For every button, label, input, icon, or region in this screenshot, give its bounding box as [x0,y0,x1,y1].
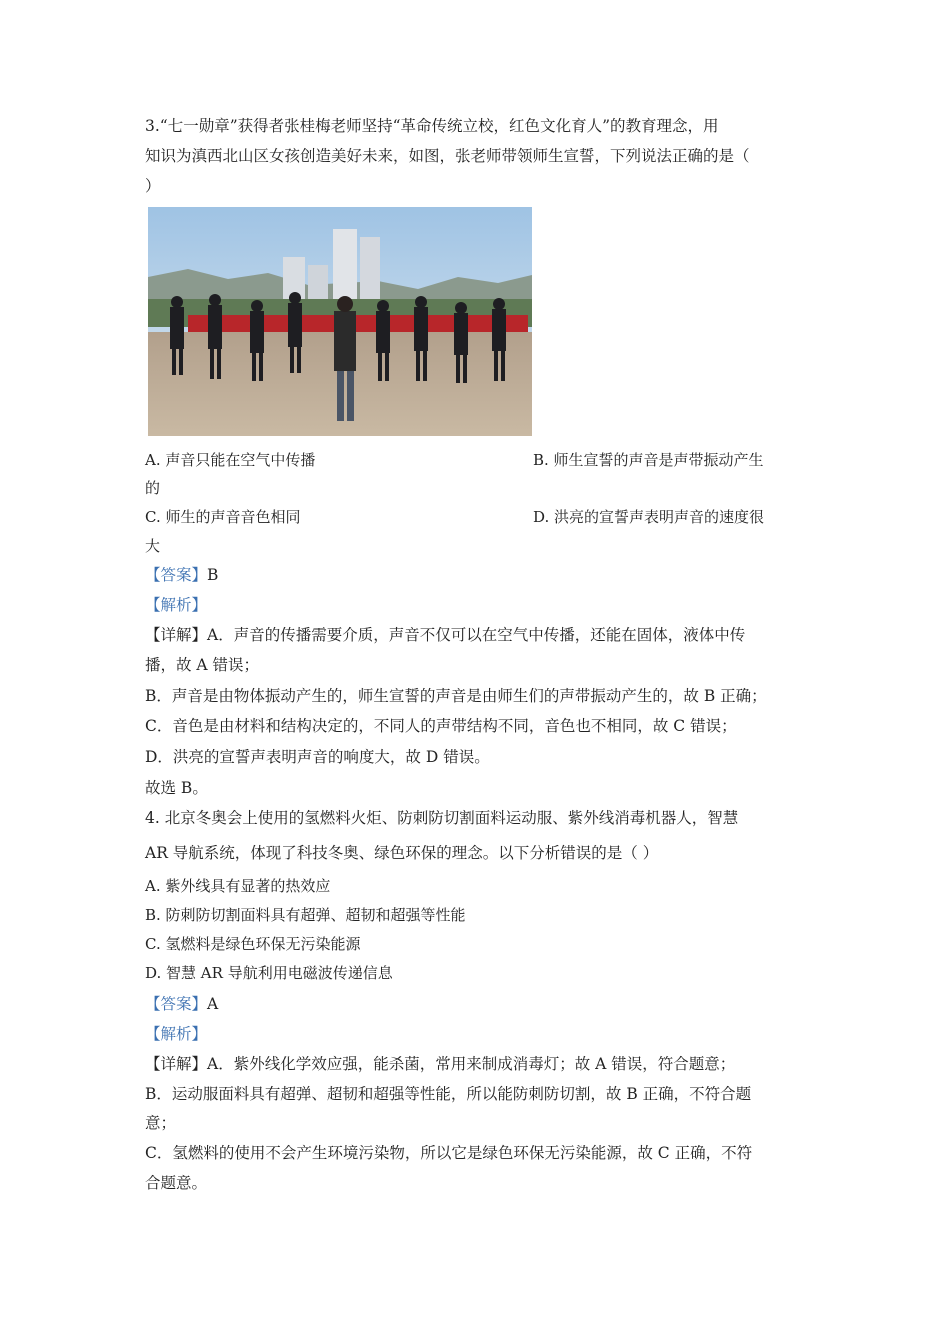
q4-option-a: A. 紫外线具有显著的热效应 [145,877,331,895]
q3-oath-photo [148,207,532,436]
q3-answer-value: B [207,566,219,584]
q4-detail-line1: 【详解】A．紫外线化学效应强，能杀菌，常用来制成消毒灯；故 A 错误，符合题意； [145,1055,736,1073]
q4-option-d: D. 智慧 AR 导航利用电磁波传递信息 [145,964,393,982]
q4-answer-tag: 【答案】 [145,995,208,1013]
q4-detail-line5: 合题意。 [145,1174,208,1192]
q3-stem-line2: 知识为滇西北山区女孩创造美好未来，如图，张老师带领师生宣誓，下列说法正确的是（ [145,147,750,165]
q3-answer [145,565,805,585]
q3-stem-line3: ） [145,177,161,195]
q3-option-d-cont: 大 [145,537,161,555]
q4-stem-line1: 4. 北京冬奥会上使用的氢燃料火炬、防刺防切割面料运动服、紫外线消毒机器人，智慧 [145,809,739,827]
q3-conclusion: 故选 B。 [145,779,208,797]
q3-option-c: C. 师生的声音音色相同 [145,508,301,526]
q3-option-d: D. 洪亮的宣誓声表明声音的速度很 [533,508,765,526]
oath-photo-image [148,207,532,436]
q4-detail-line4: C．氢燃料的使用不会产生环境污染物，所以它是绿色环保无污染能源，故 C 正确，不符 [145,1144,753,1162]
q4-detail-line3: 意； [145,1114,177,1132]
q3-option-b: B. 师生宣誓的声音是声带振动产生 [533,451,764,469]
q3-option-b-cont: 的 [145,479,161,497]
q4-option-c: C. 氢燃料是绿色环保无污染能源 [145,935,361,953]
q3-detail-line2: 播，故 A 错误； [145,656,260,674]
q3-answer-tag: 【答案】 [145,566,208,584]
q4-stem-line2: AR 导航系统，体现了科技冬奥、绿色环保的理念。以下分析错误的是（ ） [145,844,659,862]
q4-answer [145,994,805,1014]
q3-detail-line3: B．声音是由物体振动产生的，师生宣誓的声音是由师生们的声带振动产生的，故 B 正确； [145,687,767,705]
q4-analysis-tag: 【解析】 [145,1025,208,1043]
q4-answer-value: A [207,995,219,1013]
q3-option-a: A. 声音只能在空气中传播 [145,451,316,469]
q3-detail-line1: 【详解】A．声音的传播需要介质，声音不仅可以在空气中传播，还能在固体，液体中传 [145,626,746,644]
q3-stem-line1: 3.“七一勋章”获得者张桂梅老师坚持“革命传统立校，红色文化育人”的教育理念，用 [145,117,719,135]
q3-detail-line5: D．洪亮的宣誓声表明声音的响度大，故 D 错误。 [145,748,490,766]
q4-option-b: B. 防刺防切割面料具有超弹、超韧和超强等性能 [145,906,466,924]
q3-detail-line4: C．音色是由材料和结构决定的，不同人的声带结构不同，音色也不相同，故 C 错误； [145,717,737,735]
q3-analysis-tag: 【解析】 [145,596,208,614]
q4-detail-line2: B．运动服面料具有超弹、超韧和超强等性能，所以能防刺防切割，故 B 正确，不符合题 [145,1085,752,1103]
